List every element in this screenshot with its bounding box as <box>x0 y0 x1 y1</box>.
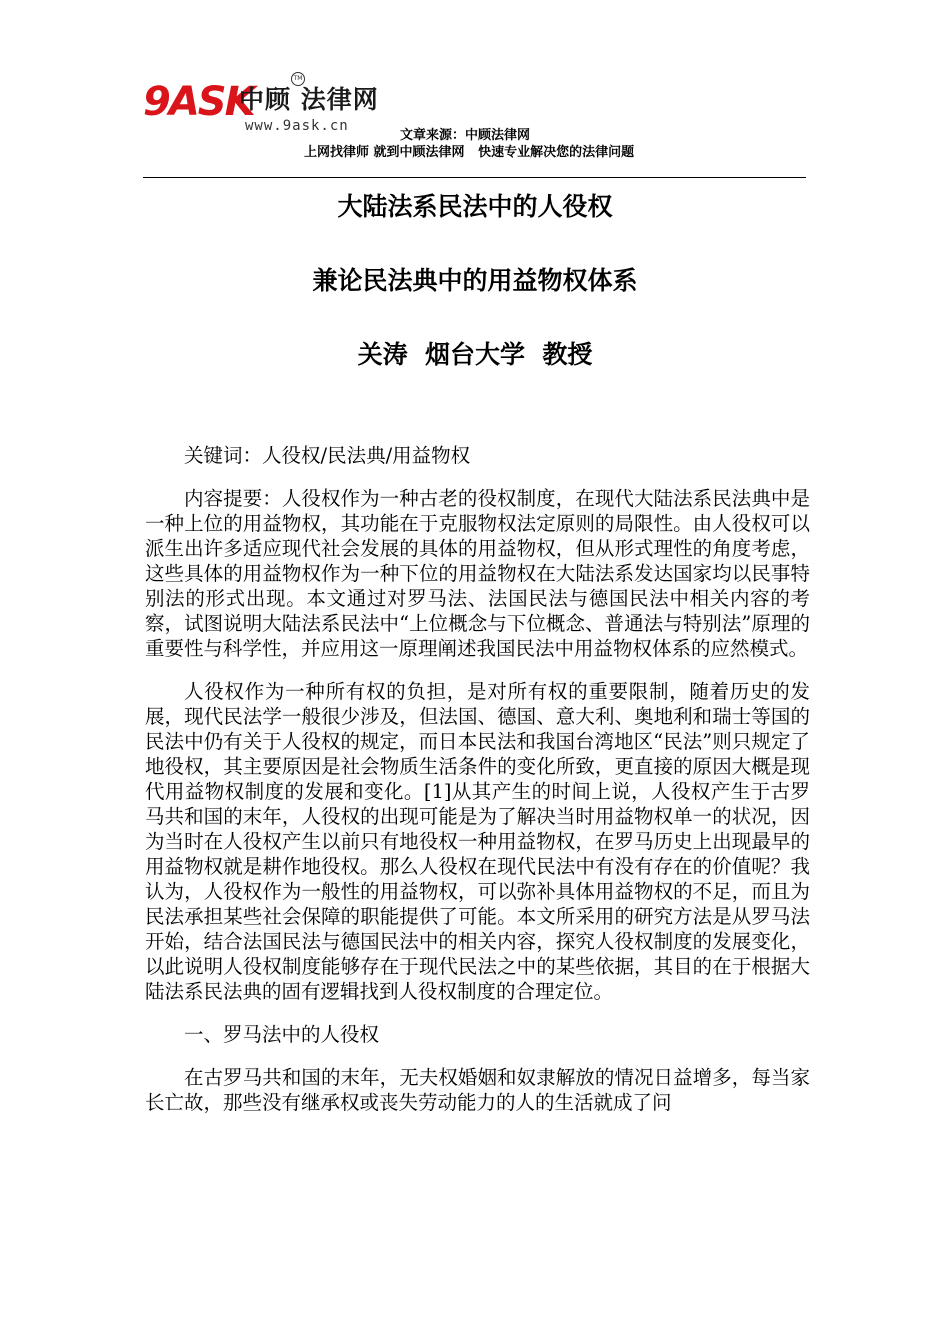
logo-url: www.9ask.cn <box>245 118 349 134</box>
trademark-icon: TM <box>291 72 305 86</box>
logo-chinese-name: 中顾 法律网 <box>239 85 379 114</box>
keywords-paragraph: 关键词：人役权/民法典/用益物权 <box>184 444 471 467</box>
section-paragraph: 在古罗马共和国的末年，无夫权婚姻和奴隶解放的情况日益增多，每当家长亡故，那些没有继承权或丧失劳动能力的人的生活就成了问 <box>145 1066 810 1114</box>
header-slogan: 上网找律师 就到中顾法律网 快速专业解决您的法律问题 <box>304 145 635 160</box>
title-author: 关涛 烟台大学 教授 <box>357 340 593 369</box>
header-divider <box>143 177 806 178</box>
abstract-paragraph: 内容提要：人役权作为一种古老的役权制度，在现代大陆法系民法典中是一种上位的用益物权，其功能在于克服物权法定原则的局限性。由人役权可以派生出许多适应现代社会发展的具体的用益物权，但从形式理性的角度考虑，这些具体的用益物权作为一种下位的用益物权在大陆法系发达国家均以民事特别法的形式出现。本文通过对罗马法、法国民法与德国民法中相关内容的考察，试图说明大陆法系民法中“上位概念与下位概念、普通法与特别法”原理的重要性与科学性，并应用这一原理阐述我国民法中用益物权体系的应然模式。 <box>145 487 810 660</box>
title-main: 大陆法系民法中的人役权 <box>337 192 613 221</box>
article-body <box>145 443 810 1115</box>
intro-paragraph: 人役权作为一种所有权的负担，是对所有权的重要限制，随着历史的发展，现代民法学一般很少涉及，但法国、德国、意大利、奥地利和瑞士等国的民法中仍有关于人役权的规定，而日本民法和我国台湾地区“民法”则只规定了地役权，其主要原因是社会物质生活条件的变化所致，更直接的原因大概是现代用益物权制度的发展和变化。[1]从其产生的时间上说，人役权产生于古罗马共和国的末年，人役权的出现可能是为了解决当时用益物权单一的状况，因为当时在人役权产生以前只有地役权一种用益物权，在罗马历史上出现最早的用益物权就是耕作地役权。那么人役权在现代民法中有没有存在的价值呢？我认为，人役权作为一般性的用益物权，可以弥补具体用益物权的不足，而且为民法承担某些社会保障的职能提供了可能。本文所采用的研究方法是从罗马法开始，结合法国民法与德国民法中的相关内容，探究人役权制度的发展变化，以此说明人役权制度能够存在于现代民法之中的某些依据，其目的在于根据大陆法系民法典的固有逻辑找到人役权制度的合理定位。 <box>145 680 810 1003</box>
title-subtitle: 兼论民法典中的用益物权体系 <box>312 266 638 295</box>
article-source: 文章来源：中顾法律网 <box>400 128 531 143</box>
section-heading: 一、罗马法中的人役权 <box>184 1023 380 1046</box>
logo-mark: 9ASK <box>143 79 254 125</box>
site-logo[interactable] <box>143 72 393 144</box>
